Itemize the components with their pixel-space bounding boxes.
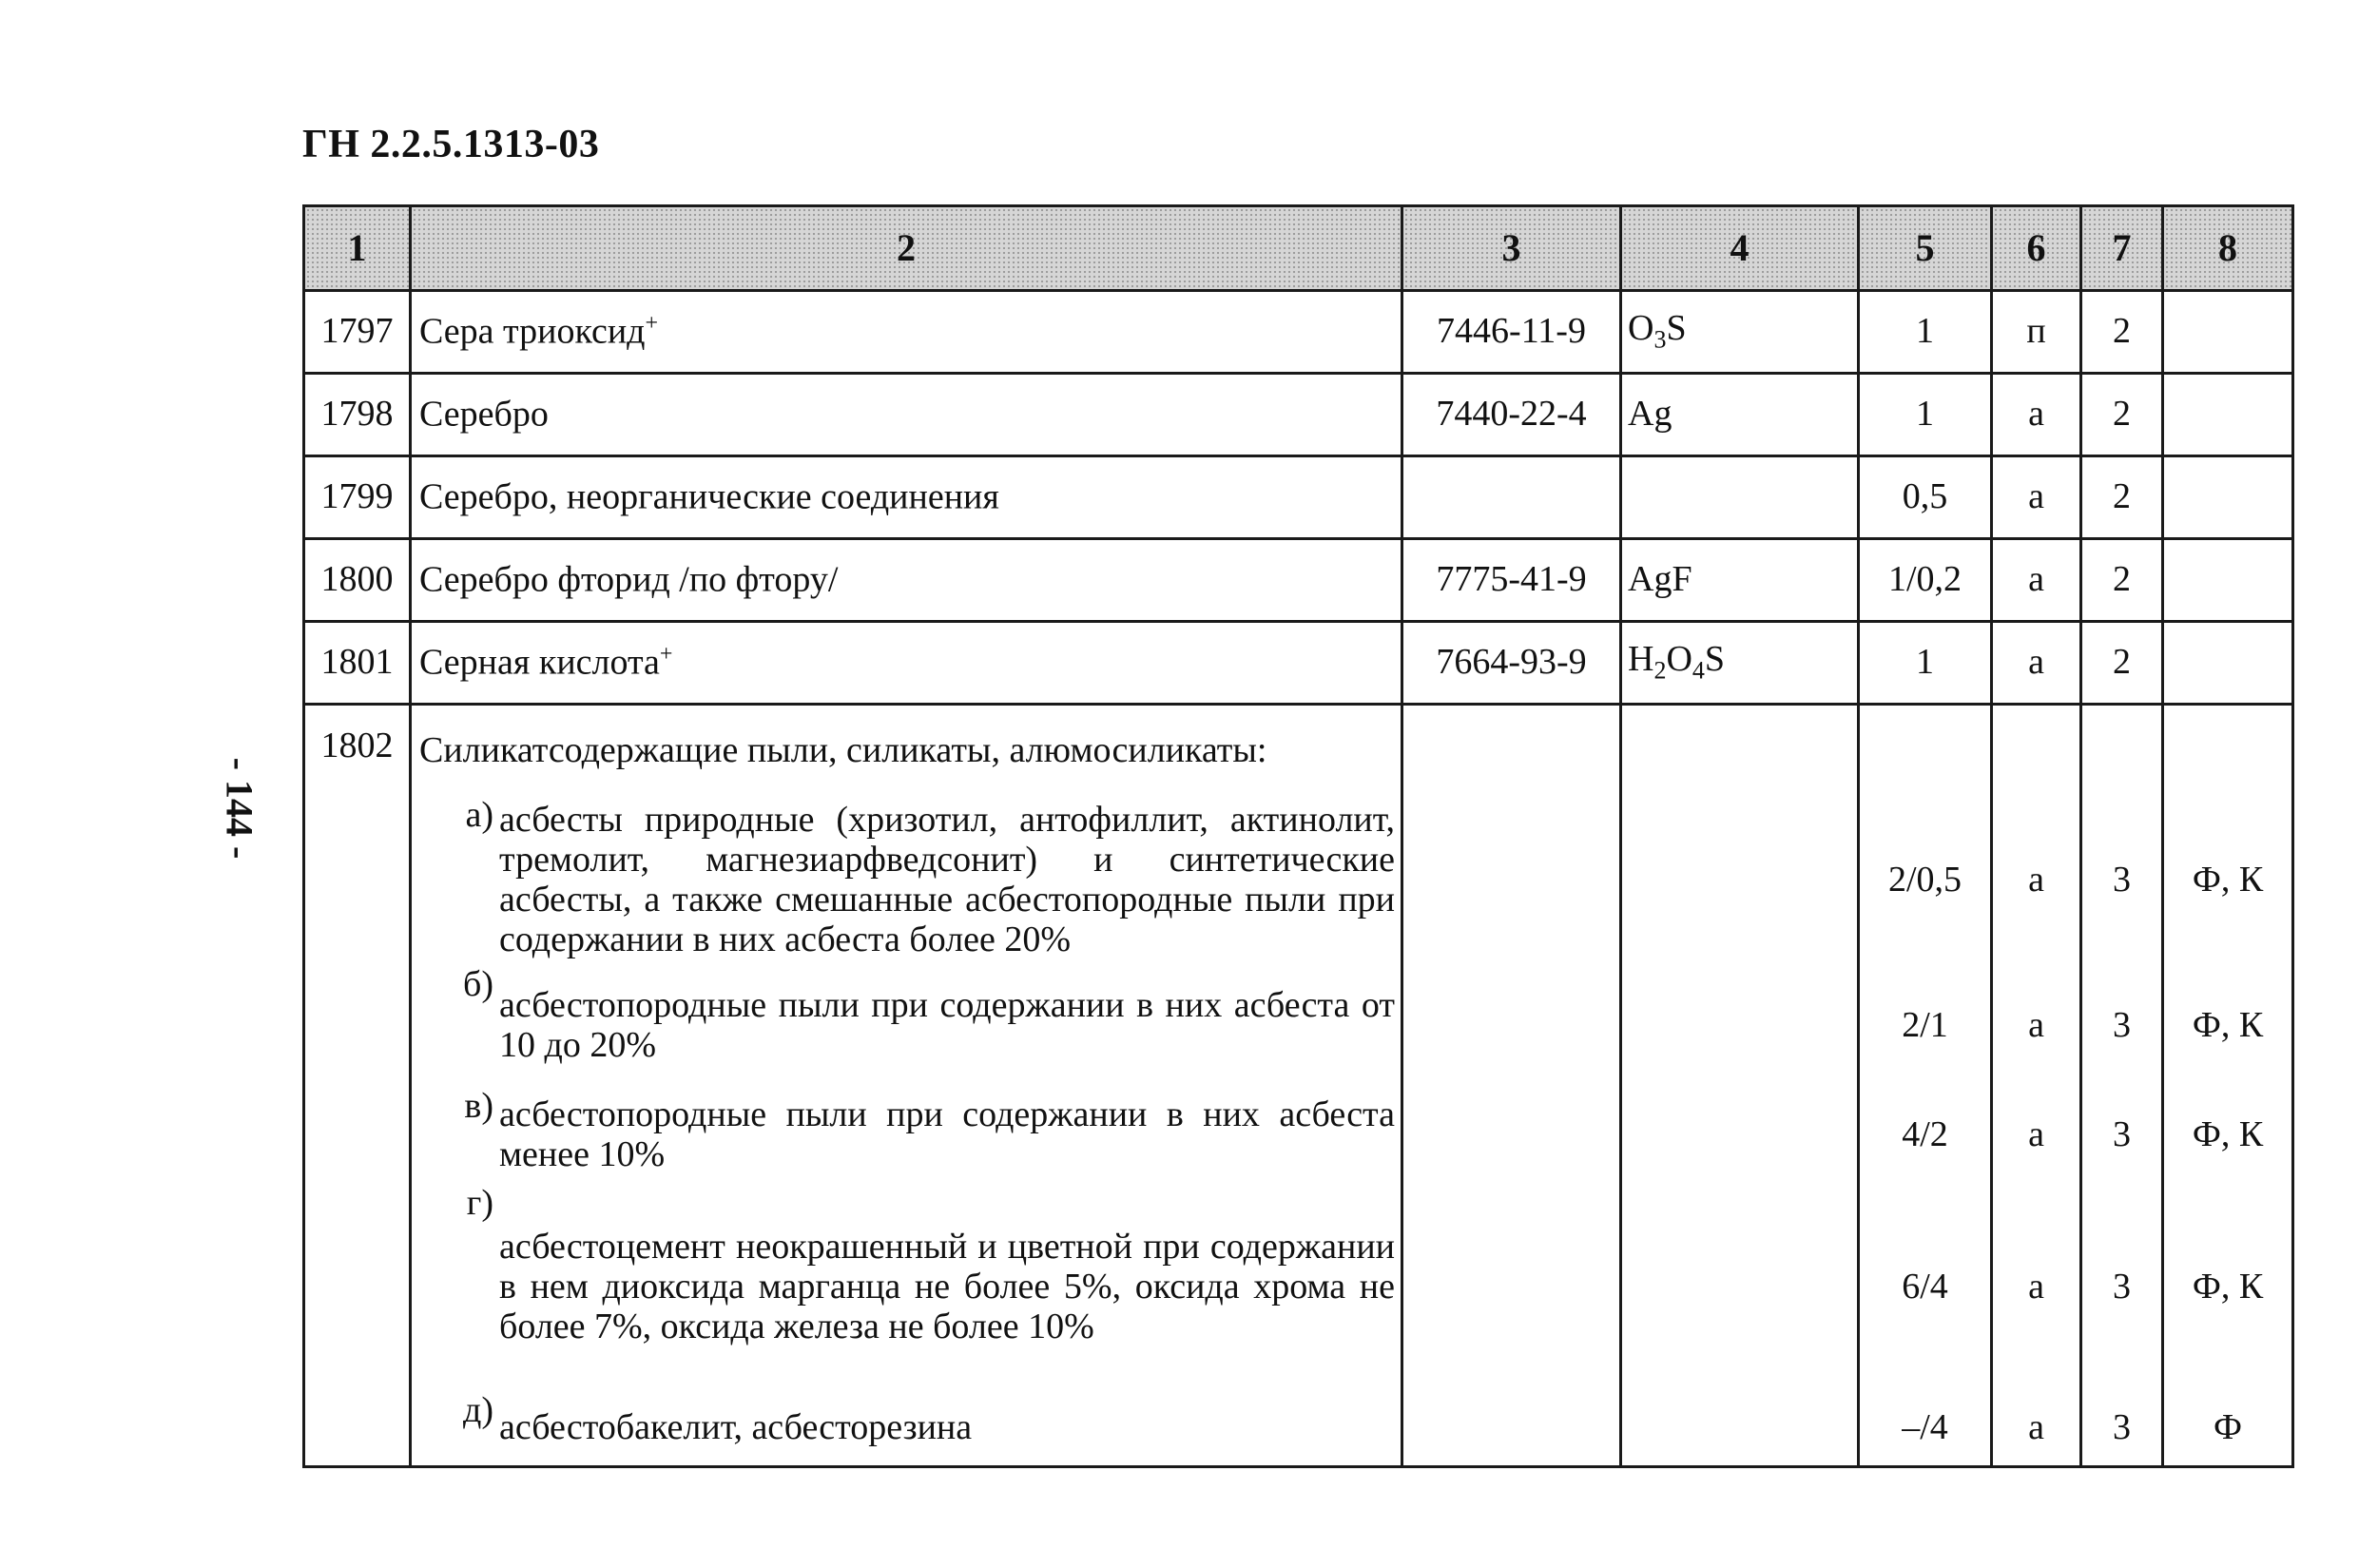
- sub-item-b: [412, 965, 1401, 1087]
- aggregate-state: а: [2028, 1407, 2044, 1448]
- sub-item-label: д): [463, 1390, 493, 1430]
- row-number: 1802: [304, 705, 411, 1467]
- header-col-2: 2: [411, 206, 1402, 291]
- mac-value: 1: [1859, 622, 1992, 705]
- aggregate-state: а: [2028, 1005, 2044, 1046]
- cas-number: [1402, 456, 1621, 539]
- formula: [1621, 622, 1859, 705]
- notes-column: [2163, 705, 2293, 1467]
- substance-name: Сера триоксид+: [411, 291, 1402, 374]
- sub-item-text: асбестобакелит, асбесторезина: [499, 1407, 973, 1448]
- row-number: 1800: [304, 539, 411, 622]
- substance-name: Серебро фторид /по фтору/: [411, 539, 1402, 622]
- plus-mark: +: [659, 642, 673, 668]
- cas-number: 7664-93-9: [1402, 622, 1621, 705]
- sub-item-g: [412, 1184, 1401, 1391]
- notes: Ф, К: [2192, 1005, 2264, 1046]
- mac-value: 6/4: [1902, 1267, 1948, 1307]
- formula-subscript: 3: [1653, 326, 1667, 354]
- formula: [1621, 291, 1859, 374]
- page-number: - 144 -: [218, 757, 261, 860]
- aggregate-state: а: [1992, 622, 2081, 705]
- hazard-class: 2: [2081, 622, 2163, 705]
- aggregate-state: а: [1992, 539, 2081, 622]
- header-col-1: 1: [304, 206, 411, 291]
- hygienic-norms-table: [302, 204, 2294, 1468]
- aggregate-state: а: [2028, 1114, 2044, 1155]
- hazard-class: 3: [2113, 1407, 2131, 1448]
- aggregate-state: а: [1992, 374, 2081, 456]
- substance-name: Серебро, неорганические соединения: [411, 456, 1402, 539]
- table-row: [304, 456, 2293, 539]
- table-row: [304, 622, 2293, 705]
- table-row: [304, 374, 2293, 456]
- row-number: 1799: [304, 456, 411, 539]
- hazard-class: 3: [2113, 1267, 2131, 1307]
- document-code: ГН 2.2.5.1313-03: [302, 123, 600, 166]
- hazard-classes: [2081, 705, 2163, 1467]
- group-row: [304, 705, 2293, 1467]
- formula-part: H: [1628, 639, 1654, 680]
- row-number: 1797: [304, 291, 411, 374]
- notes: Ф, К: [2192, 1114, 2264, 1155]
- formula: [1621, 374, 1859, 456]
- formula-empty: [1621, 705, 1859, 1467]
- row-number: 1798: [304, 374, 411, 456]
- sub-item-label: а): [465, 795, 493, 835]
- sub-item-d: [412, 1391, 1401, 1465]
- formula: [1621, 456, 1859, 539]
- notes: Ф, К: [2192, 1267, 2264, 1307]
- mac-value: 0,5: [1859, 456, 1992, 539]
- table-row: [304, 539, 2293, 622]
- hazard-class: 2: [2081, 374, 2163, 456]
- mac-value: 2/0,5: [1887, 860, 1962, 900]
- mac-value: 1/0,2: [1859, 539, 1992, 622]
- formula-part: O: [1628, 308, 1654, 349]
- row-number: 1801: [304, 622, 411, 705]
- substance-name: Серная кислота+: [411, 622, 1402, 705]
- mac-value: 4/2: [1902, 1114, 1948, 1155]
- mac-value: 1: [1859, 374, 1992, 456]
- sub-item-text: асбестопородные пыли при содержании в них асбеста от 10 до 20%: [499, 985, 1395, 1065]
- header-col-4: 4: [1621, 206, 1859, 291]
- hazard-class: 3: [2113, 1005, 2131, 1046]
- cas-number: 7440-22-4: [1402, 374, 1621, 456]
- notes: [2163, 456, 2293, 539]
- header-col-8: 8: [2163, 206, 2293, 291]
- plus-mark: +: [645, 311, 659, 337]
- sub-item-label: б): [463, 964, 493, 1004]
- formula: [1621, 539, 1859, 622]
- aggregate-state: а: [1992, 456, 2081, 539]
- cas-number: 7446-11-9: [1402, 291, 1621, 374]
- group-content: [411, 705, 1402, 1467]
- formula-subscript: 2: [1653, 657, 1667, 685]
- sub-item-text: асбесты природные (хризотил, антофиллит, актинолит, тремолит, магнезиарфведсонит) и синтетические асбесты, а также смешанные асбестопородные пыли при содержании в них асбеста более 20%: [499, 800, 1395, 959]
- aggregate-states: [1992, 705, 2081, 1467]
- sub-item-a: [412, 796, 1401, 965]
- formula-subscript: 4: [1692, 657, 1705, 685]
- hazard-class: 3: [2113, 860, 2131, 900]
- hazard-class: 3: [2113, 1114, 2131, 1155]
- aggregate-state: а: [2028, 860, 2044, 900]
- formula-part: Ag: [1628, 394, 1672, 435]
- hazard-class: 2: [2081, 456, 2163, 539]
- substance-name: Серебро: [411, 374, 1402, 456]
- mac-value: 2/1: [1902, 1005, 1948, 1046]
- hazard-class: 2: [2081, 539, 2163, 622]
- formula-part: O: [1666, 639, 1692, 680]
- header-col-3: 3: [1402, 206, 1621, 291]
- cas-number-empty: [1402, 705, 1621, 1467]
- notes: [2163, 622, 2293, 705]
- sub-item-label: в): [464, 1086, 493, 1126]
- sub-item-text: асбестоцемент неокрашенный и цветной при содержании в нем диоксида марганца не более 5%, оксида хрома не более 7%, оксида железа не более 10%: [499, 1227, 1395, 1346]
- aggregate-state: п: [1992, 291, 2081, 374]
- formula-part: AgF: [1628, 559, 1692, 600]
- formula-part: S: [1704, 639, 1726, 680]
- aggregate-state: а: [2028, 1267, 2044, 1307]
- notes: [2163, 539, 2293, 622]
- header-col-5: 5: [1859, 206, 1992, 291]
- notes: [2163, 291, 2293, 374]
- notes: [2163, 374, 2293, 456]
- mac-value: 1: [1859, 291, 1992, 374]
- notes: Ф, К: [2192, 860, 2264, 900]
- formula-part: S: [1666, 308, 1687, 349]
- header-col-7: 7: [2081, 206, 2163, 291]
- hazard-class: 2: [2081, 291, 2163, 374]
- table-row: [304, 291, 2293, 374]
- mac-values: [1859, 705, 1992, 1467]
- mac-value: –/4: [1902, 1407, 1948, 1448]
- notes: Ф: [2213, 1407, 2243, 1448]
- cas-number: 7775-41-9: [1402, 539, 1621, 622]
- sub-item-text: асбестопородные пыли при содержании в них асбеста менее 10%: [499, 1094, 1395, 1174]
- header-col-6: 6: [1992, 206, 2081, 291]
- sub-item-v: [412, 1087, 1401, 1184]
- group-title: Силикатсодержащие пыли, силикаты, алюмосиликаты:: [419, 729, 1267, 770]
- header-row: [304, 206, 2293, 291]
- sub-item-label: г): [466, 1183, 493, 1223]
